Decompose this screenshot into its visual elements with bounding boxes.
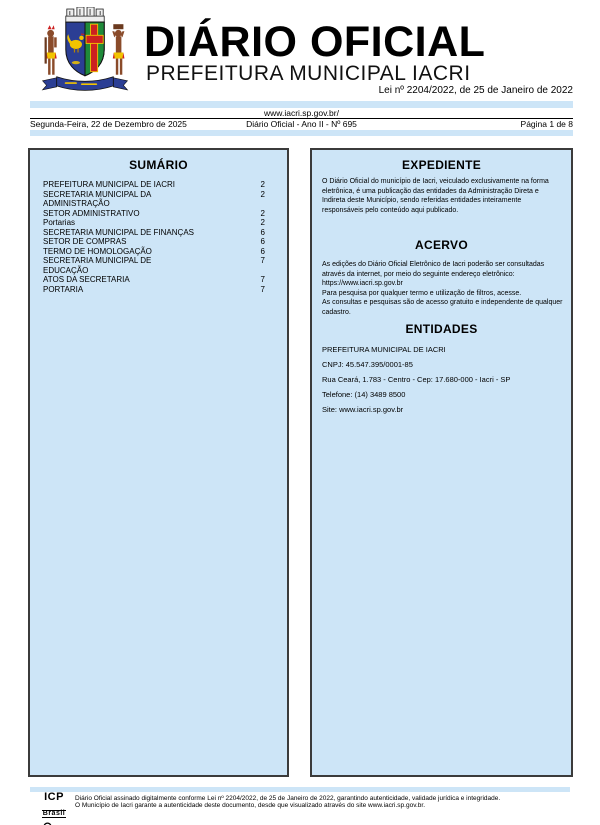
- masthead-info-box: [310, 148, 573, 777]
- expediente-title: EXPEDIENTE: [401, 158, 482, 172]
- summary-entry-page: 7: [260, 256, 265, 265]
- summary-entry-label: Portarias: [43, 218, 76, 227]
- summary-entry-label: SETOR DE COMPRAS: [43, 237, 127, 246]
- acervo-title: ACERVO: [415, 238, 468, 252]
- signature-notice-line2: O Município de Iacri garante a autenticidade deste documento, desde que visualizado através do site www.iacri.sp.gov.br.: [75, 802, 425, 810]
- summary-entry-label: SECRETARIA MUNICIPAL DE EDUCAÇÃO: [43, 256, 152, 275]
- left-supporter: [45, 25, 57, 75]
- footer-bar: [30, 787, 570, 792]
- entity-phone: Telefone: (14) 3489 8500: [322, 390, 406, 399]
- summary-entry-label: PORTARIA: [43, 284, 84, 294]
- summary-entry-label: PREFEITURA MUNICIPAL DE IACRI: [43, 180, 176, 189]
- icp-logo-subtext: Brasil: [42, 810, 66, 817]
- entity-site: Site: www.iacri.sp.gov.br: [322, 405, 404, 414]
- summary-entry: [43, 256, 265, 275]
- summary-entry-label: SECRETARIA MUNICIPAL DA ADMINISTRAÇÃO: [43, 189, 151, 208]
- summary-entry-page: 2: [260, 218, 265, 227]
- summary-entry: [43, 228, 265, 238]
- acervo-line: As edições do Diário Oficial Eletrônico de Iacri poderão ser consultadas através da internet, por meio do seguinte endereço eletrônico: https://www.iacri.sp.gov.br: [322, 261, 545, 287]
- edition-row: [30, 119, 573, 130]
- acervo-line: As consultas e pesquisas são de acesso gratuito e independente de qualquer cadastro.: [322, 299, 563, 316]
- key-icon: [43, 821, 65, 825]
- summary-entry: [43, 190, 265, 209]
- edition-date: Segunda-Feira, 22 de Dezembro de 2025: [30, 119, 187, 129]
- summary-entry: [43, 247, 265, 257]
- motto-ribbon: [43, 77, 128, 91]
- mural-crown: [66, 7, 104, 22]
- law-reference: Lei nº 2204/2022, de 25 de Janeiro de 2022: [378, 85, 573, 96]
- right-supporter: [112, 24, 124, 75]
- summary-list: [43, 180, 265, 294]
- summary-entry-page: 7: [260, 284, 265, 294]
- acervo-body: [322, 260, 563, 317]
- summary-entry: [43, 209, 265, 219]
- summary-entry-label: ATOS DA SECRETARIA: [43, 275, 130, 284]
- entity-address: Rua Ceará, 1.783 - Centro - Cep: 17.680-000 - Iacri - SP: [322, 375, 511, 384]
- expediente-body: O Diário Oficial do município de Iacri, veiculado exclusivamente na forma eletrônica, é uma publicação das entidades da Administração Direta e Indireta deste Município, sendo referidas entidades inteiramente responsáveis pelo conteúdo aqui publicado.: [322, 178, 549, 214]
- summary-entry-label: SETOR ADMINISTRATIVO: [43, 208, 140, 218]
- summary-entry: [43, 218, 265, 228]
- page-indicator: Página 1 de 8: [520, 119, 573, 129]
- coat-of-arms-image: [34, 7, 136, 100]
- summary-title: SUMÁRIO: [129, 158, 188, 172]
- shield: [66, 22, 104, 76]
- summary-entry-page: 6: [260, 227, 265, 237]
- signature-notice: [75, 795, 580, 809]
- header-bottom-bar: [30, 130, 573, 136]
- edition-label: Diário Oficial - Ano II - Nº 695: [246, 119, 357, 129]
- gazette-title: DIÁRIO OFICIAL: [144, 18, 486, 66]
- entity-cnpj: CNPJ: 45.547.395/0001-85: [322, 360, 413, 369]
- summary-entry-page: 2: [260, 208, 265, 218]
- summary-entry-page: 2: [260, 180, 265, 189]
- summary-entry: [43, 180, 265, 190]
- gazette-subtitle: PREFEITURA MUNICIPAL IACRI: [146, 62, 471, 85]
- website-url: www.iacri.sp.gov.br/: [264, 108, 339, 118]
- icp-logo-text: ICP: [44, 791, 64, 803]
- summary-entry-page: 2: [260, 189, 265, 199]
- signature-notice-line1: Diário Oficial assinado digitalmente conforme Lei nº 2204/2022, de 25 de Janeiro de 2022, garantindo autenticidade, validade jurídica e integridade.: [75, 795, 501, 802]
- summary-entry-label: TERMO DE HOMOLOGAÇÃO: [43, 246, 152, 256]
- entity-name: PREFEITURA MUNICIPAL DE IACRI: [322, 345, 446, 354]
- summary-entry-page: 6: [260, 246, 265, 256]
- header-strip: [30, 101, 573, 136]
- summary-box: [28, 148, 289, 777]
- summary-entry-page: 7: [260, 275, 265, 284]
- summary-entry-page: 6: [260, 237, 265, 246]
- summary-entry: [43, 275, 265, 285]
- entidades-list: [322, 346, 563, 421]
- summary-entry-label: SECRETARIA MUNICIPAL DE FINANÇAS: [43, 227, 194, 237]
- acervo-line: Para pesquisa por qualquer termo e utilização de filtros, acesse.: [322, 289, 522, 297]
- icp-brasil-logo: [37, 792, 71, 825]
- summary-entry: [43, 285, 265, 295]
- entidades-title: ENTIDADES: [405, 322, 478, 336]
- header-top-bar: [30, 101, 573, 108]
- website-row: [30, 108, 573, 119]
- summary-entry: [43, 237, 265, 247]
